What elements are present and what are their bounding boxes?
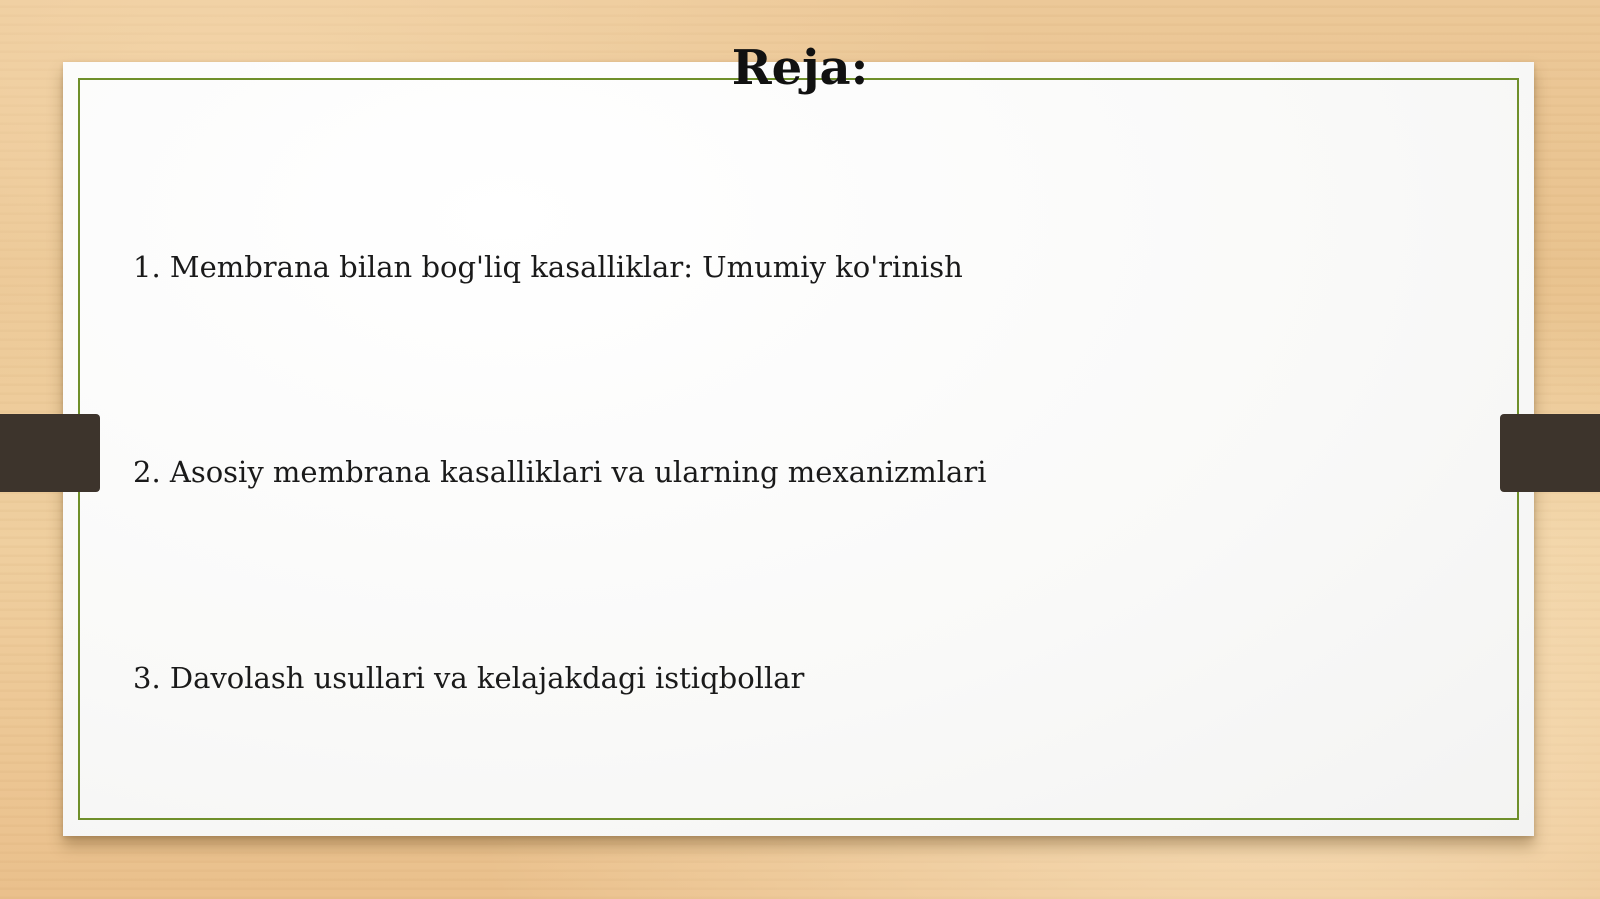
slide-paper: [63, 62, 1534, 836]
plan-item-3: 3. Davolash usullari va kelajakdagi istiqbollar: [133, 661, 805, 695]
plan-item-1: 1. Membrana bilan bog'liq kasalliklar: Umumiy ko'rinish: [133, 250, 963, 284]
paper-frame: [78, 78, 1519, 820]
slide-title: Reja:: [731, 40, 869, 96]
left-clip-tab: [0, 414, 100, 492]
right-clip-tab: [1500, 414, 1600, 492]
plan-item-2: 2. Asosiy membrana kasalliklari va ularning mexanizmlari: [133, 455, 987, 489]
